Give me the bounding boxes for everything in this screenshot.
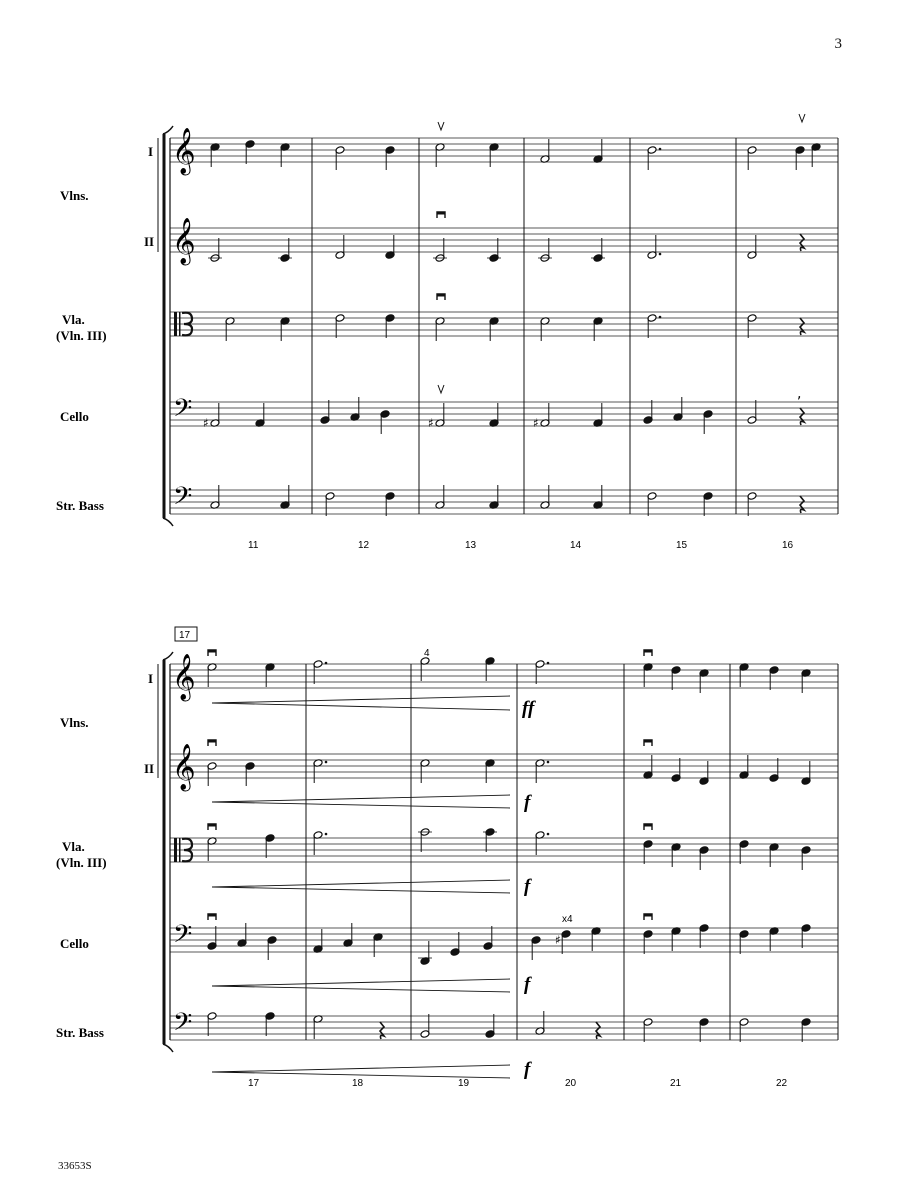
measure-number: 13 bbox=[465, 540, 477, 551]
dot bbox=[659, 148, 662, 151]
down-bow bbox=[208, 914, 216, 917]
violin-2-label: II bbox=[144, 234, 155, 249]
crescendo-hairpin bbox=[212, 795, 510, 808]
treble-clef: 𝄞 bbox=[172, 218, 196, 264]
page-number: 3 bbox=[834, 36, 842, 52]
rehearsal-number: 17 bbox=[179, 630, 191, 641]
notes-layer bbox=[203, 114, 821, 1078]
crescendo-hairpin bbox=[212, 1065, 510, 1078]
bracket-hook bbox=[163, 1044, 173, 1052]
measure-number: 22 bbox=[776, 1078, 788, 1089]
measure-numbers-system-1 bbox=[248, 540, 794, 551]
fingering: x4 bbox=[562, 914, 573, 925]
measure-number: 14 bbox=[570, 540, 582, 551]
dynamics bbox=[522, 698, 536, 1080]
dynamic-ff: ff bbox=[522, 698, 535, 719]
alto-clef bbox=[174, 838, 177, 862]
dynamic-f: f bbox=[524, 1059, 531, 1080]
violin-1-label: I bbox=[148, 144, 154, 159]
dynamic-f: f bbox=[524, 792, 531, 813]
viola-sublabel: (Vln. III) bbox=[56, 328, 107, 343]
measure-number: 12 bbox=[358, 540, 370, 551]
dot bbox=[325, 761, 328, 764]
bass-clef: 𝄢 bbox=[173, 482, 193, 517]
violin-2-label-2: II bbox=[144, 761, 155, 776]
measure-number: 15 bbox=[676, 540, 688, 551]
bass-clef: 𝄢 bbox=[173, 1008, 193, 1043]
measure-number: 20 bbox=[565, 1078, 577, 1089]
rehearsal-mark bbox=[175, 627, 197, 641]
dot bbox=[547, 761, 550, 764]
down-bow bbox=[644, 824, 652, 827]
cello-label-2: Cello bbox=[60, 936, 89, 951]
viola-sublabel-2: (Vln. III) bbox=[56, 855, 107, 870]
violins-label: Vlns. bbox=[60, 188, 89, 203]
quarter-rest bbox=[800, 318, 804, 335]
sharp: ♯ bbox=[533, 416, 539, 430]
quarter-rest bbox=[800, 496, 804, 513]
measure-number: 17 bbox=[248, 1078, 260, 1089]
down-bow bbox=[644, 914, 652, 917]
bass-label: Str. Bass bbox=[56, 498, 104, 513]
viola-label: Vla. bbox=[62, 312, 85, 327]
measure-number: 19 bbox=[458, 1078, 470, 1089]
dynamic-f: f bbox=[524, 876, 531, 897]
measure-numbers-system-2 bbox=[248, 1078, 788, 1089]
dot bbox=[325, 662, 328, 665]
treble-clef: 𝄞 bbox=[172, 654, 196, 700]
down-bow bbox=[644, 650, 652, 653]
alto-clef bbox=[174, 312, 177, 336]
system-2-labels bbox=[56, 671, 154, 1040]
bass-label-2: Str. Bass bbox=[56, 1025, 104, 1040]
system-1-labels bbox=[56, 144, 154, 513]
breath-mark: , bbox=[797, 386, 802, 402]
up-bow bbox=[438, 122, 444, 130]
down-bow bbox=[208, 740, 216, 743]
fingering: 4 bbox=[424, 648, 430, 659]
cello-label: Cello bbox=[60, 409, 89, 424]
up-bow bbox=[799, 114, 805, 122]
viola-label-2: Vla. bbox=[62, 839, 85, 854]
crescendo-hairpin bbox=[212, 880, 510, 893]
up-bow bbox=[438, 385, 444, 393]
down-bow bbox=[208, 824, 216, 827]
sharp: ♯ bbox=[428, 416, 434, 430]
measure-number: 21 bbox=[670, 1078, 682, 1089]
measure-number: 16 bbox=[782, 540, 794, 551]
dynamic-f: f bbox=[524, 974, 531, 995]
sharp: ♯ bbox=[203, 416, 209, 430]
treble-clef: 𝄞 bbox=[172, 744, 196, 790]
bass-clef: 𝄢 bbox=[173, 920, 193, 955]
sharp: ♯ bbox=[555, 933, 561, 947]
crescendo-hairpin bbox=[212, 696, 510, 710]
quarter-rest bbox=[380, 1022, 384, 1039]
catalog-number: 33653S bbox=[58, 1160, 92, 1172]
staff-lines bbox=[158, 126, 838, 1052]
quarter-rest bbox=[800, 234, 804, 251]
quarter-rest bbox=[800, 408, 804, 425]
violin-1-label-2: I bbox=[148, 671, 154, 686]
down-bow bbox=[644, 740, 652, 743]
dot bbox=[325, 833, 328, 836]
bass-clef: 𝄢 bbox=[173, 394, 193, 429]
treble-clef: 𝄞 bbox=[172, 128, 196, 174]
down-bow bbox=[437, 294, 445, 297]
quarter-rest bbox=[596, 1022, 600, 1039]
bracket-hook bbox=[163, 518, 173, 526]
alto-clef bbox=[179, 312, 181, 336]
crescendo-hairpin bbox=[212, 979, 510, 992]
dot bbox=[547, 833, 550, 836]
measure-number: 18 bbox=[352, 1078, 364, 1089]
dot bbox=[547, 662, 550, 665]
measure-number: 11 bbox=[248, 540, 259, 551]
violins-label-2: Vlns. bbox=[60, 715, 89, 730]
alto-clef bbox=[179, 838, 181, 862]
fingerings bbox=[424, 648, 573, 925]
down-bow bbox=[437, 212, 445, 215]
down-bow bbox=[208, 650, 216, 653]
dot bbox=[659, 316, 662, 319]
dot bbox=[659, 253, 662, 256]
